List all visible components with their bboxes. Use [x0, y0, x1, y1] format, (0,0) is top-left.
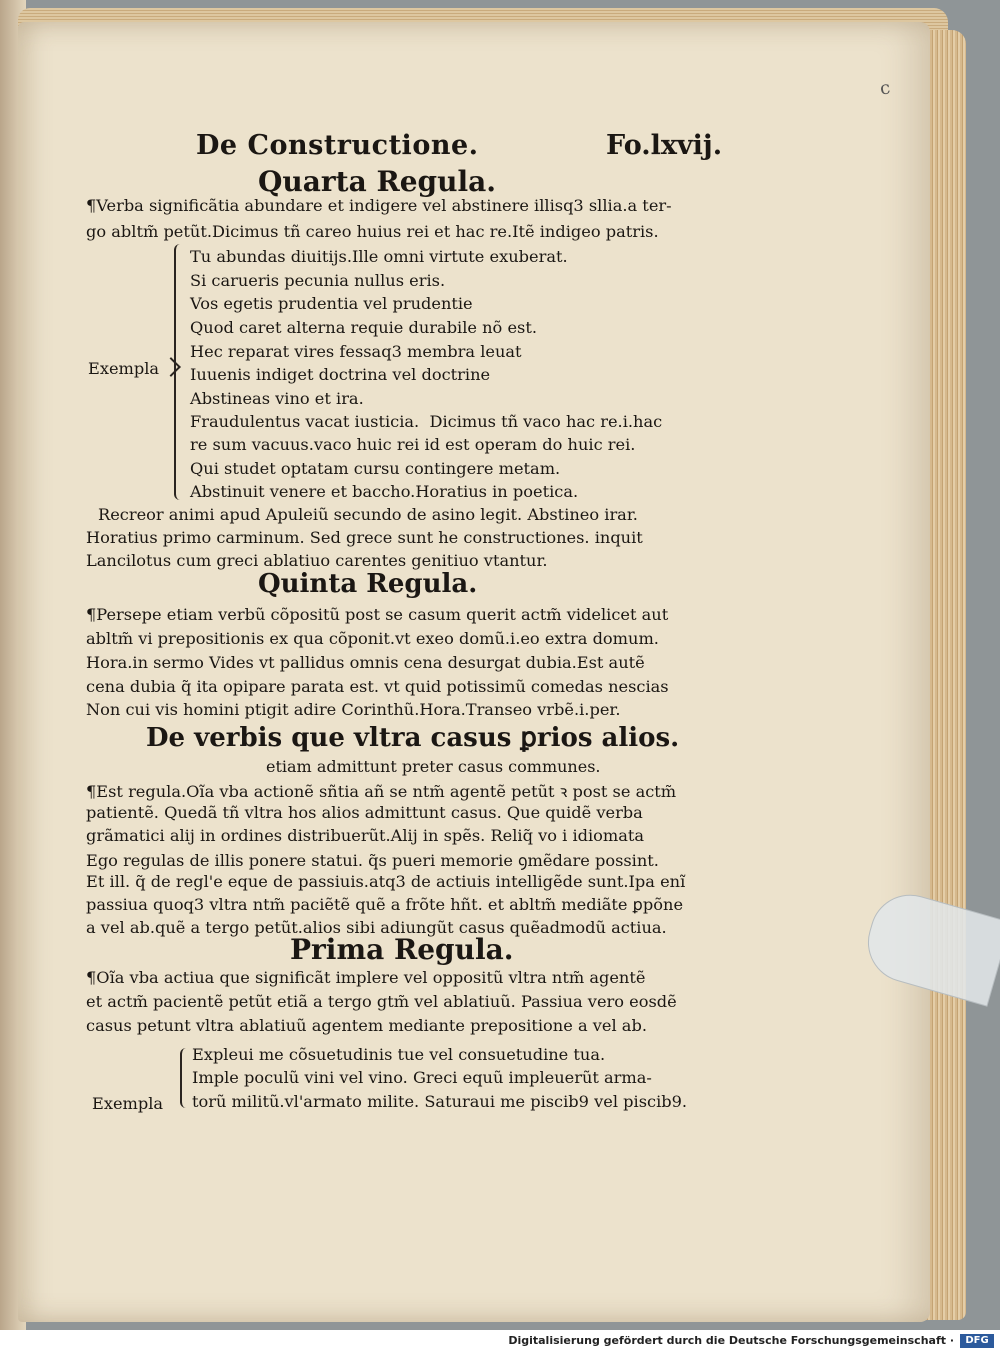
- pencil-mark: c: [878, 77, 892, 100]
- example-line: Abstinuit venere et baccho.Horatius in poetica.: [190, 482, 579, 501]
- text-line: Lancilotus cum greci ablatiuo carentes genitiuo vtantur.: [86, 551, 548, 570]
- example-line: Expleui me cõsuetudinis tue vel consuetudine tua.: [192, 1045, 606, 1064]
- text-line: ¶Oĩa vba actiua que significãt implere vel oppositũ vltra ntm̃ agentẽ: [86, 968, 646, 987]
- heading-de-verbis: De verbis que vltra casus ꝑrios alios.: [146, 723, 680, 753]
- text-line: patientẽ. Quedã tñ vltra hos alios admittunt casus. Que quidẽ verba: [86, 803, 643, 822]
- example-line: Iuuenis indiget doctrina vel doctrine: [190, 365, 491, 384]
- text-line: Et ill. q̃ de regl'e eque de passiuis.atq3 de actiuis intelligẽde sunt.Ipa enĩ: [86, 872, 686, 891]
- exempla-label: Exempla: [92, 1094, 164, 1113]
- text-line: Non cui vis homini ptigit adire Corinthũ.Hora.Transeo vrbẽ.i.per.: [86, 700, 621, 719]
- text-line: Hora.in sermo Vides vt pallidus omnis cena desurgat dubia.Est autẽ: [86, 653, 645, 672]
- text-line: Recreor animi apud Apuleiũ secundo de asino legit. Abstineo irar.: [98, 505, 638, 524]
- heading-quarta-regula: Quarta Regula.: [258, 165, 497, 198]
- running-head: De Constructione.: [196, 130, 479, 161]
- folio-number: Fo.lxvij.: [606, 130, 723, 161]
- footer-credit: Digitalisierung gefördert durch die Deutsche Forschungsgemeinschaft ·: [508, 1334, 954, 1347]
- example-line: torũ militũ.vl'armato milite. Saturaui me piscib9 vel piscib9.: [192, 1092, 688, 1111]
- text-line: casus petunt vltra ablatiuũ agentem mediante prepositione a vel ab.: [86, 1016, 647, 1035]
- example-line: Tu abundas diuitijs.Ille omni virtute exuberat.: [190, 247, 568, 266]
- text-line: cena dubia q̃ ita opipare parata est. vt quid potissimũ comedas nescias: [86, 677, 669, 696]
- text-line: abltm̃ vi prepositionis ex qua cõponit.vt exeo domũ.i.eo extra domum.: [86, 629, 659, 648]
- text-line: ¶Verba significãtia abundare et indigere vel abstinere illisq3 sllia.a ter-: [86, 196, 672, 215]
- brace: [180, 1048, 190, 1108]
- example-line: re sum vacuus.vaco huic rei id est operam do huic rei.: [190, 435, 636, 454]
- dfg-logo: DFG: [960, 1334, 994, 1348]
- text-line: Horatius primo carminum. Sed grece sunt he constructiones. inquit: [86, 528, 643, 547]
- example-line: Hec reparat vires fessaq3 membra leuat: [190, 342, 522, 361]
- example-line: Quod caret alterna requie durabile nõ est.: [190, 318, 537, 337]
- example-line: Fraudulentus vacat iusticia. Dicimus tñ vaco hac re.i.hac: [190, 412, 663, 431]
- text-line: a vel ab.quẽ a tergo petũt.alios sibi adiungũt casus quẽadmodũ actiua.: [86, 918, 667, 937]
- example-line: Abstineas vino et ira.: [190, 389, 364, 408]
- example-line: Imple poculũ vini vel vino. Greci equũ impleuerũt arma-: [192, 1068, 652, 1087]
- text-line: et actm̃ pacientẽ petũt etiã a tergo gtm̃ vel ablatiuũ. Passiua vero eosdẽ: [86, 992, 677, 1011]
- text-line: Ego regulas de illis ponere statui. q̃s pueri memorie ꝯmẽdare possint.: [86, 851, 659, 870]
- heading-quinta-regula: Quinta Regula.: [258, 569, 478, 599]
- subheading-de-verbis: etiam admittunt preter casus communes.: [266, 757, 601, 776]
- exempla-label: Exempla: [88, 359, 160, 378]
- example-line: Qui studet optatam cursu contingere metam.: [190, 459, 561, 478]
- text-line: go abltm̃ petũt.Dicimus tñ careo huius rei et hac re.Itẽ indigeo patris.: [86, 222, 659, 241]
- example-line: Vos egetis prudentia vel prudentie: [190, 294, 473, 313]
- text-line: ¶Persepe etiam verbũ cõpositũ post se casum querit actm̃ videlicet aut: [86, 605, 669, 624]
- example-line: Si carueris pecunia nullus eris.: [190, 271, 446, 290]
- text-line: passiua quoq3 vltra ntm̃ paciẽtẽ quẽ a frõte hñt. et abltm̃ mediãte ꝑpõne: [86, 895, 684, 914]
- book-page: [18, 22, 930, 1322]
- text-line: ¶Est regula.Oĩa vba actionẽ sñtia añ se ntm̃ agentẽ petũt ꝛ post se actm̃: [86, 782, 677, 801]
- heading-prima-regula: Prima Regula.: [290, 933, 514, 966]
- text-line: grãmatici alij in ordines distribuerũt.Alij in spẽs. Reliq̃ vo i idiomata: [86, 826, 645, 845]
